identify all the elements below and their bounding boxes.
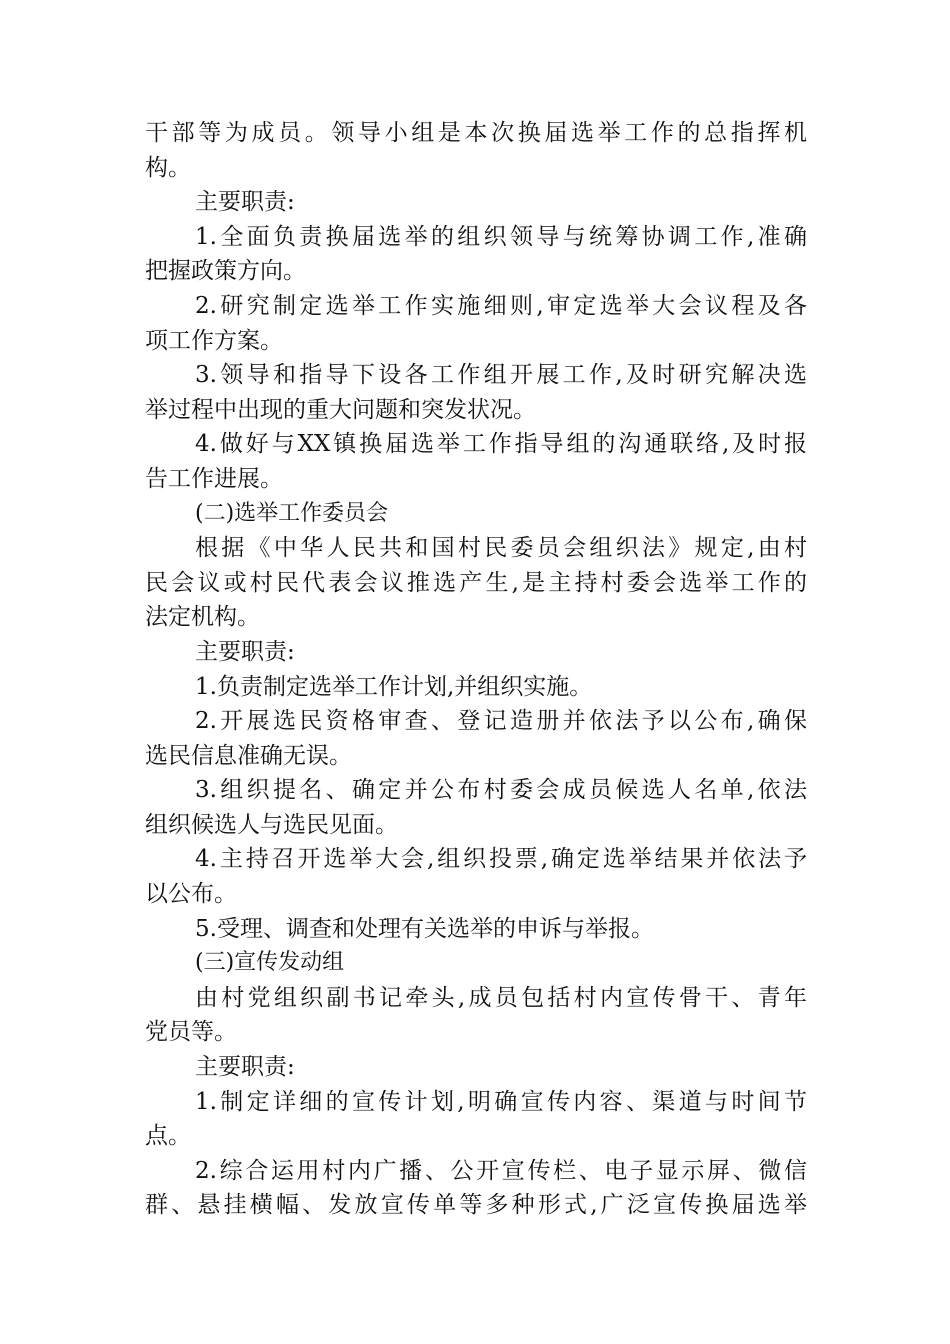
text-line: 1.全面负责换届选举的组织领导与统筹协调工作,准确 [195, 223, 807, 250]
text-line: 干部等为成员。领导小组是本次换届选举工作的总指挥机 [145, 120, 807, 146]
text-line: 党员等。 [145, 1019, 237, 1046]
text-line: 群、悬挂横幅、发放宣传单等多种形式,广泛宣传换届选举 [145, 1192, 807, 1219]
text-line: 告工作进展。 [145, 465, 283, 492]
text-line: 选民信息准确无误。 [145, 742, 352, 769]
text-line: 2.开展选民资格审查、登记造册并依法予以公布,确保 [195, 708, 807, 735]
text-line: 构。 [145, 154, 191, 181]
text-line: 以公布。 [145, 881, 237, 908]
text-line: 根据《中华人民共和国村民委员会组织法》规定,由村 [195, 535, 807, 562]
section-heading: (二)选举工作委员会 [195, 500, 389, 526]
text-line: 1.负责制定选举工作计划,并组织实施。 [195, 673, 593, 700]
text-line: 民会议或村民代表会议推选产生,是主持村委会选举工作的 [145, 569, 807, 596]
text-line: 主要职责: [195, 638, 295, 665]
text-line: 2.综合运用村内广播、公开宣传栏、电子显示屏、微信 [195, 1157, 807, 1184]
text-line: 由村党组织副书记牵头,成员包括村内宣传骨干、青年 [195, 984, 807, 1011]
text-line: 把握政策方向。 [145, 258, 306, 285]
text-line: 主要职责: [195, 189, 295, 216]
text-line: 点。 [145, 1123, 191, 1150]
text-line: 3.领导和指导下设各工作组开展工作,及时研究解决选 [195, 362, 807, 389]
text-line: 4.主持召开选举大会,组织投票,确定选举结果并依法予 [195, 846, 807, 873]
text-line: 项工作方案。 [145, 327, 283, 354]
text-line: 4.做好与XX镇换届选举工作指导组的沟通联络,及时报 [195, 431, 807, 458]
text-line: 1.制定详细的宣传计划,明确宣传内容、渠道与时间节 [195, 1088, 807, 1115]
document-body [145, 116, 807, 1223]
text-line: 2.研究制定选举工作实施细则,审定选举大会议程及各 [195, 292, 807, 319]
section-heading: (三)宣传发动组 [195, 950, 345, 976]
text-line: 主要职责: [195, 1054, 295, 1081]
text-line: 3.组织提名、确定并公布村委会成员候选人名单,依法 [195, 777, 807, 804]
text-line: 5.受理、调查和处理有关选举的申诉与举报。 [195, 915, 654, 942]
text-line: 法定机构。 [145, 604, 260, 631]
text-line: 举过程中出现的重大问题和突发状况。 [145, 396, 536, 423]
text-line: 组织候选人与选民见面。 [145, 811, 398, 838]
